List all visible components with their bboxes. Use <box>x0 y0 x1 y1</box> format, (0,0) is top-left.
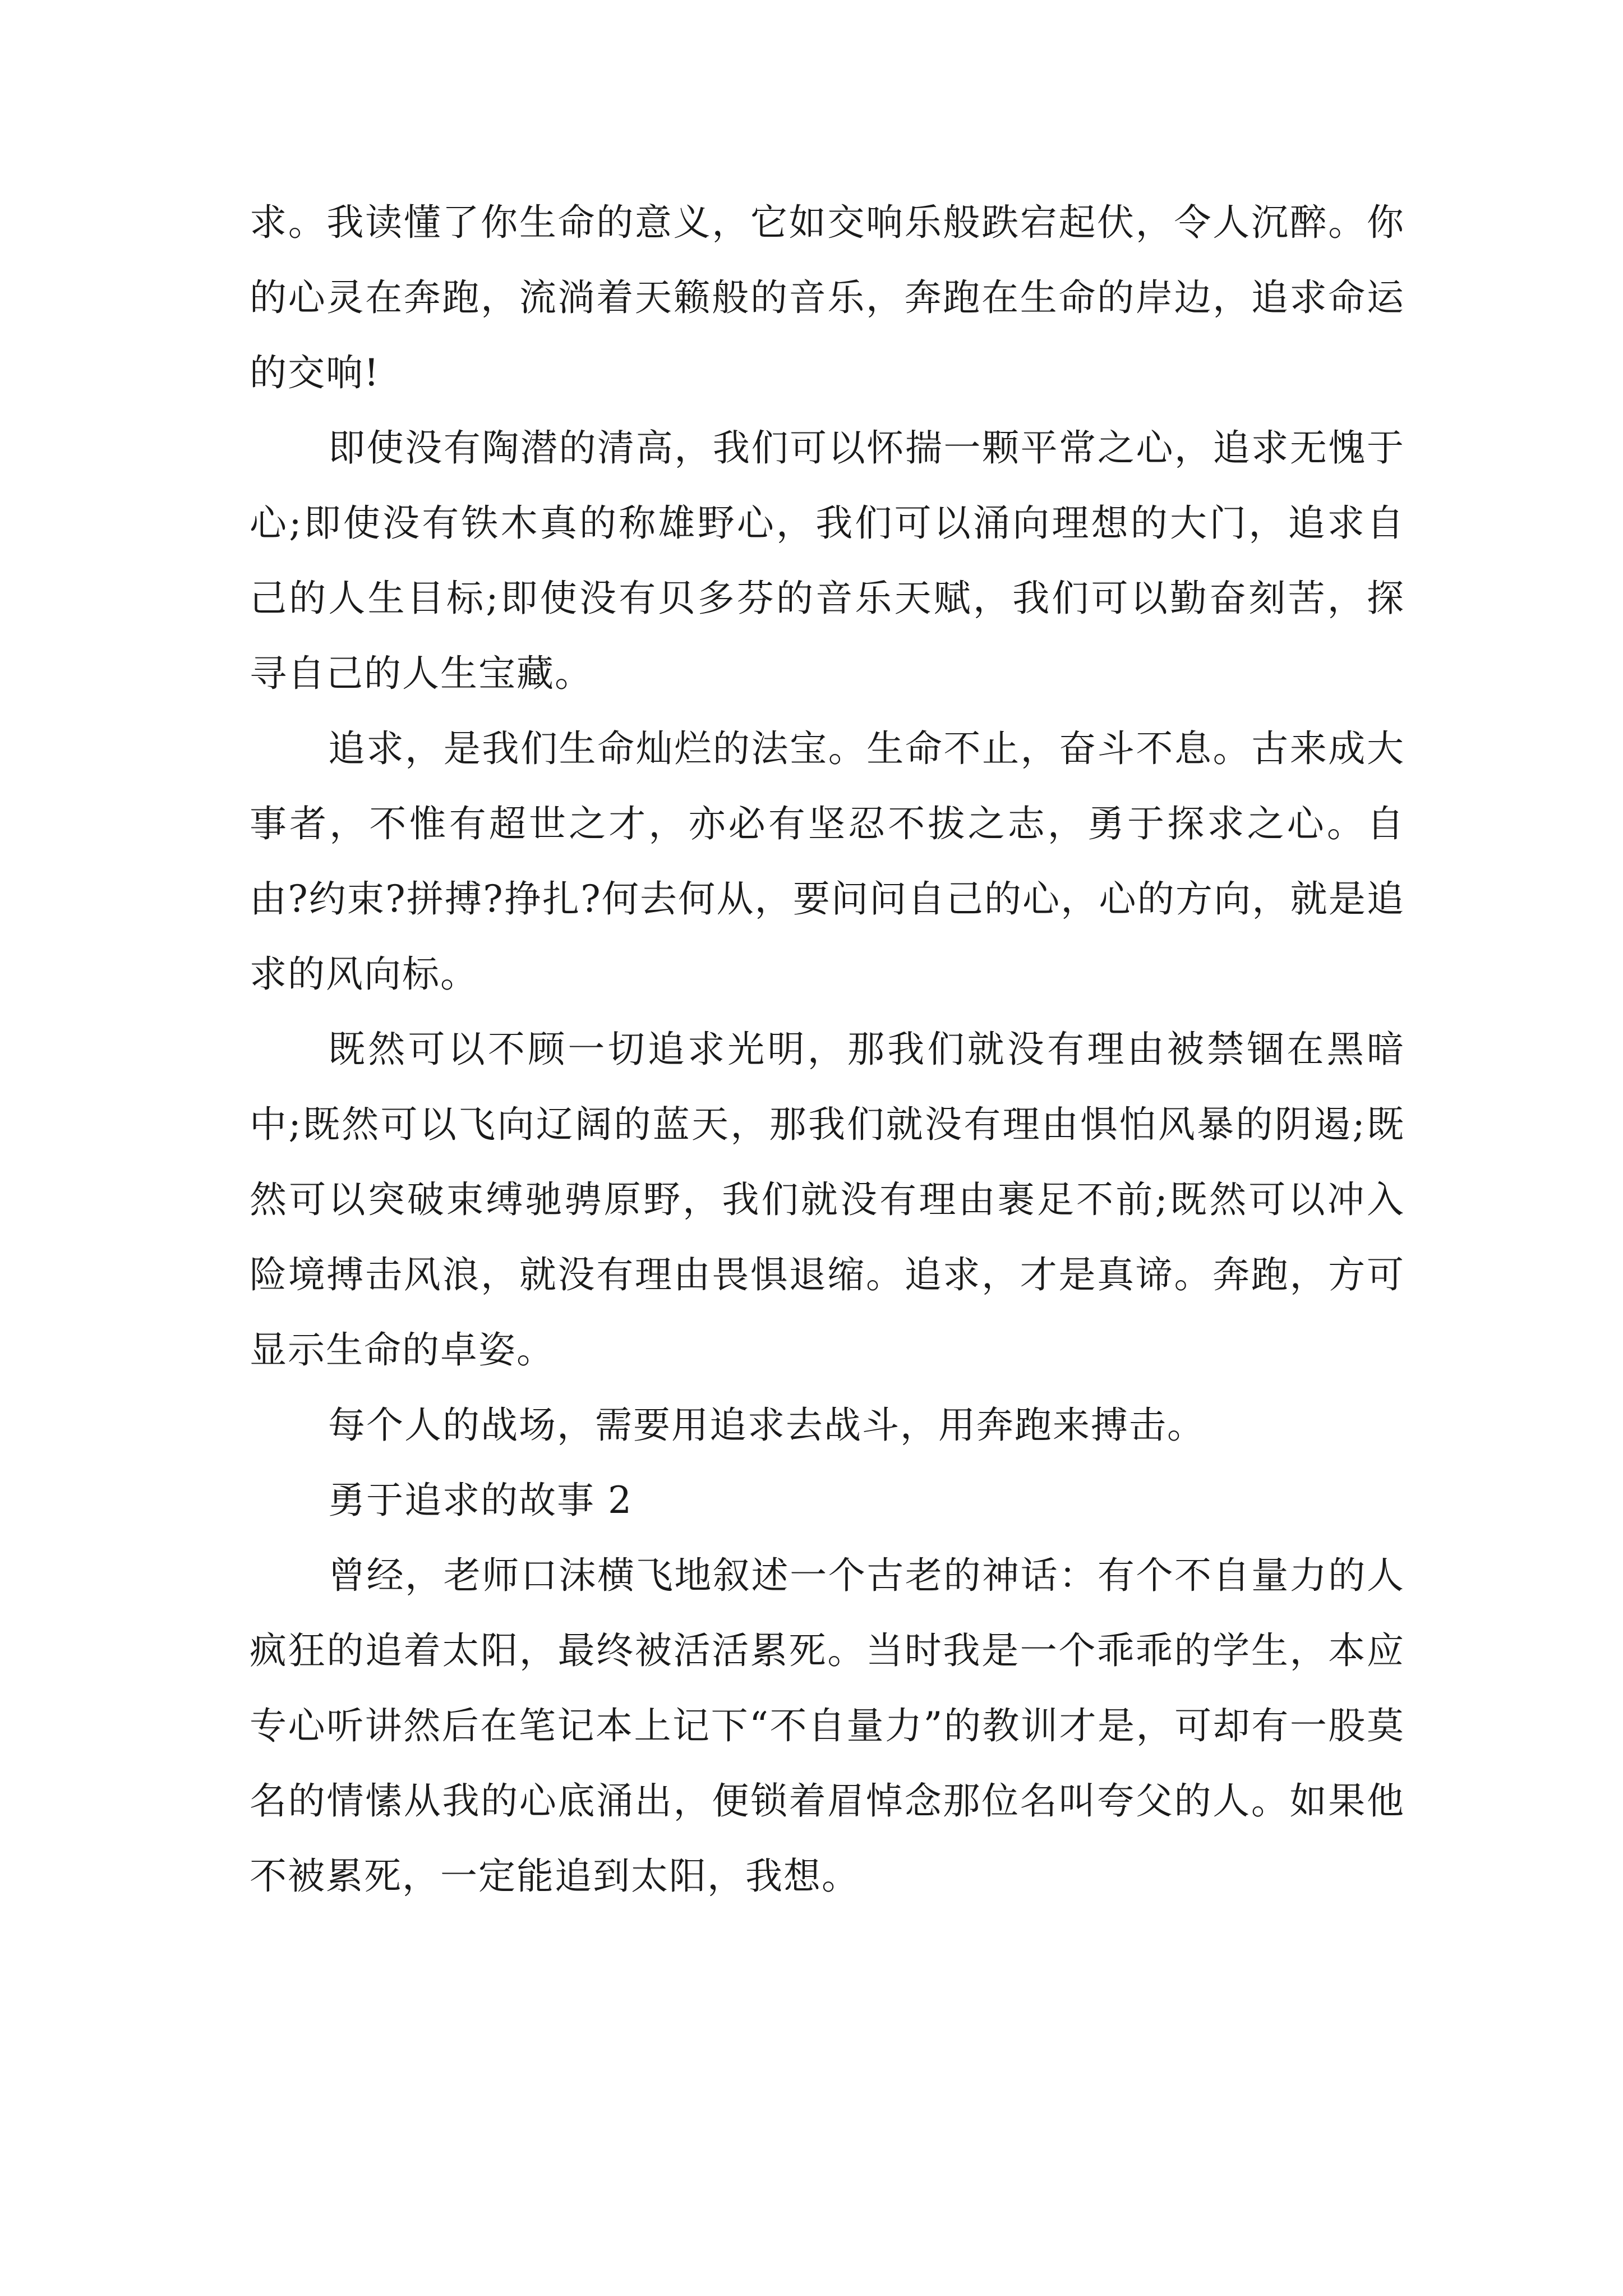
paragraph: 每个人的战场，需要用追求去战斗，用奔跑来搏击。 <box>328 1404 1205 1447</box>
paragraph-continuation: 求。我读懂了你生命的意义，它如交响乐般跌宕起伏，令人沉醉。你的心灵在奔跑，流淌着天籁般的音乐，奔跑在生命的岸边，追求命运的交响! <box>250 201 1405 394</box>
section-heading: 勇于追求的故事 2 <box>328 1479 633 1522</box>
document-body <box>250 185 1405 1914</box>
paragraph: 既然可以不顾一切追求光明，那我们就没有理由被禁锢在黑暗中;既然可以飞向辽阔的蓝天，那我们就没有理由惧怕风暴的阴遏;既然可以突破束缚驰骋原野，我们就没有理由裹足不前;既然可以冲入险境搏击风浪，就没有理由畏惧退缩。追求，才是真谛。奔跑，方可显示生命的卓姿。 <box>250 1028 1405 1372</box>
paragraph: 追求，是我们生命灿烂的法宝。生命不止，奋斗不息。古来成大事者，不惟有超世之才，亦必有坚忍不拔之志，勇于探求之心。自由?约束?拼搏?挣扎?何去何从，要问问自己的心，心的方向，就是追求的风向标。 <box>250 727 1405 996</box>
paragraph: 曾经，老师口沫横飞地叙述一个古老的神话：有个不自量力的人疯狂的追着太阳，最终被活活累死。当时我是一个乖乖的学生，本应专心听讲然后在笔记本上记下“不自量力”的教训才是，可却有一股莫名的情愫从我的心底涌出，便锁着眉悼念那位名叫夸父的人。如果他不被累死，一定能追到太阳，我想。 <box>250 1554 1405 1898</box>
paragraph: 即使没有陶潜的清高，我们可以怀揣一颗平常之心，追求无愧于心;即使没有铁木真的称雄野心，我们可以涌向理想的大门，追求自己的人生目标;即使没有贝多芬的音乐天赋，我们可以勤奋刻苦，探寻自己的人生宝藏。 <box>250 426 1405 695</box>
